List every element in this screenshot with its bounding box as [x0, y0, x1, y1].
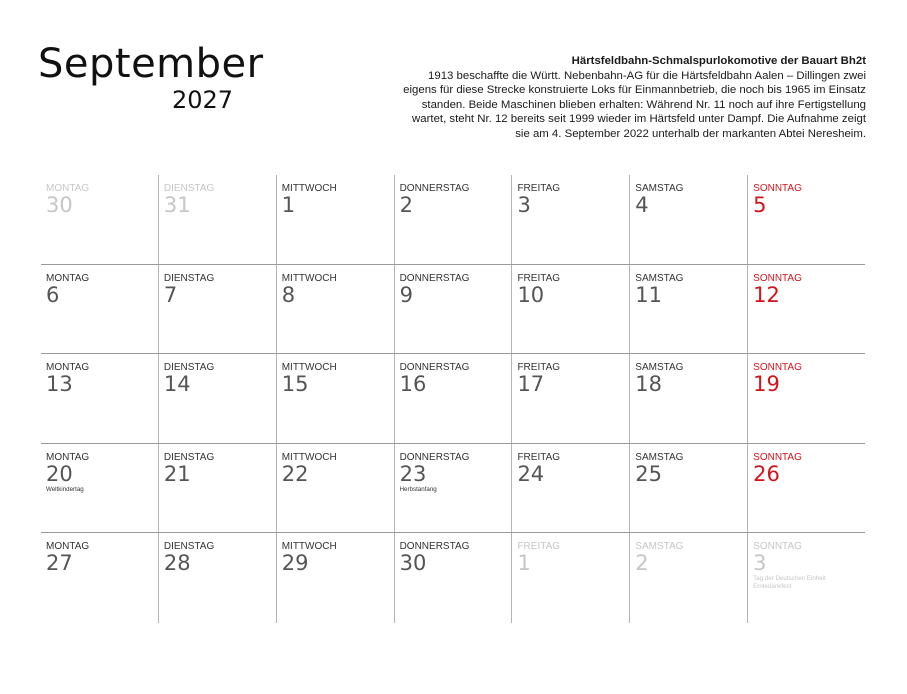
weekday-label: DIENSTAG [163, 451, 215, 463]
photo-caption [366, 54, 866, 142]
day-number: 1 [281, 193, 296, 217]
day-number: 5 [753, 193, 767, 217]
day-cell [511, 533, 629, 623]
weekday-label: MONTAG [46, 541, 90, 553]
weekday-label: FREITAG [517, 541, 561, 553]
day-number: 18 [635, 372, 663, 397]
day-number: 4 [635, 193, 649, 217]
weekday-label: MONTAG [46, 362, 90, 374]
day-number: 30 [399, 551, 427, 576]
weekday-label: SONNTAG [753, 541, 802, 553]
weekday-label: MONTAG [46, 451, 90, 463]
day-cell [511, 175, 629, 264]
calendar-week-row [41, 444, 865, 534]
day-number: 25 [635, 461, 663, 486]
caption-title: Härtsfeldbahn-Schmalspurlokomotive der Bauart Bh2t [571, 55, 866, 67]
day-number: 7 [163, 282, 178, 307]
weekday-label: MITTWOCH [281, 362, 337, 374]
day-number: 17 [517, 372, 545, 397]
weekday-label: SAMSTAG [635, 272, 684, 284]
day-cell [158, 175, 276, 264]
day-note: Tag der Deutschen Einheit [753, 575, 826, 583]
day-number: 20 [46, 461, 73, 486]
calendar-week-row [41, 175, 865, 265]
day-number: 21 [163, 461, 191, 486]
day-cell [629, 444, 747, 533]
weekday-label: SONNTAG [753, 183, 802, 194]
weekday-label: SAMSTAG [635, 451, 684, 463]
weekday-label: MITTWOCH [281, 272, 337, 284]
day-cell [41, 265, 158, 354]
weekday-label: SONNTAG [753, 362, 802, 374]
day-number: 3 [753, 551, 767, 576]
day-cell [276, 175, 394, 264]
weekday-label: SAMSTAG [635, 183, 684, 194]
day-cell [629, 354, 747, 443]
day-cell [276, 265, 394, 354]
caption-line: 1913 beschaffte die Württ. Nebenbahn-AG für die Härtsfeldbahn Aalen – Dillingen zwei [428, 69, 866, 82]
month-title: September [38, 41, 264, 87]
day-cell [276, 444, 394, 533]
day-number: 14 [163, 372, 191, 397]
calendar-grid [41, 175, 865, 623]
day-number: 9 [399, 282, 413, 307]
day-number: 12 [753, 282, 780, 307]
day-number: 27 [46, 551, 73, 576]
day-number: 2 [399, 193, 413, 217]
year-title: 2027 [172, 86, 234, 114]
day-number: 24 [517, 461, 545, 486]
day-number: 22 [281, 461, 309, 486]
calendar-week-row [41, 354, 865, 444]
day-number: 19 [753, 372, 780, 397]
weekday-label: FREITAG [517, 362, 561, 374]
weekday-label: DIENSTAG [163, 541, 215, 553]
day-cell [394, 533, 512, 623]
day-cell [41, 175, 158, 264]
day-number: 16 [399, 372, 427, 397]
day-cell [511, 444, 629, 533]
day-cell [747, 265, 865, 354]
day-number: 8 [281, 282, 296, 307]
weekday-label: SONNTAG [753, 451, 802, 463]
day-cell [41, 444, 158, 533]
weekday-label: MONTAG [46, 272, 90, 284]
day-note: Herbstanfang [399, 485, 437, 493]
day-cell [158, 444, 276, 533]
day-number: 2 [635, 551, 649, 576]
weekday-label: DIENSTAG [163, 272, 215, 284]
weekday-label: DONNERSTAG [399, 362, 470, 374]
day-cell [747, 175, 865, 264]
day-number: 30 [46, 193, 73, 217]
caption-line: wartet, steht Nr. 12 bereits seit 1999 wieder im Härtsfeld unter Dampf. Die Aufnahme zeigt [412, 113, 866, 126]
day-number: 6 [46, 282, 60, 307]
weekday-label: SAMSTAG [635, 362, 684, 374]
day-number: 28 [163, 551, 191, 576]
weekday-label: DONNERSTAG [399, 451, 470, 463]
caption-line: standen. Beide Maschinen blieben erhalten: Während Nr. 11 noch auf ihre Fertigstellung [421, 98, 866, 111]
weekday-label: MONTAG [46, 183, 90, 194]
weekday-label: DIENSTAG [163, 183, 215, 194]
day-number: 3 [517, 193, 531, 217]
weekday-label: DONNERSTAG [399, 272, 470, 284]
day-cell [394, 444, 512, 533]
day-cell [41, 354, 158, 443]
calendar-week-row [41, 533, 865, 623]
weekday-label: FREITAG [517, 183, 561, 194]
day-number: 11 [635, 282, 663, 307]
day-note: Weltkindertag [46, 485, 84, 493]
day-number: 13 [46, 372, 73, 397]
day-number: 1 [517, 551, 531, 576]
weekday-label: SAMSTAG [635, 541, 684, 553]
day-cell [394, 175, 512, 264]
day-cell [511, 354, 629, 443]
day-cell [629, 265, 747, 354]
day-number: 15 [281, 372, 309, 397]
weekday-label: MITTWOCH [281, 183, 337, 194]
day-cell [629, 175, 747, 264]
day-cell [158, 265, 276, 354]
weekday-label: DONNERSTAG [399, 183, 470, 194]
day-cell [158, 533, 276, 623]
day-cell [276, 354, 394, 443]
calendar-week-row [41, 265, 865, 355]
caption-line: eigens für diese Strecke konstruierte Loks für Einmannbetrieb, die noch bis 1965 im Einsatz [403, 84, 866, 97]
day-number: 26 [753, 461, 780, 486]
day-note: Erntedankfest [753, 583, 792, 591]
day-cell [747, 533, 865, 623]
caption-line: sie am 4. September 2022 unterhalb der markanten Abtei Neresheim. [515, 127, 866, 140]
weekday-label: MITTWOCH [281, 451, 337, 463]
day-cell [41, 533, 158, 623]
day-cell [394, 354, 512, 443]
weekday-label: DONNERSTAG [399, 541, 470, 553]
day-number: 31 [163, 193, 191, 217]
weekday-label: DIENSTAG [163, 362, 215, 374]
day-number: 23 [399, 461, 427, 486]
day-number: 10 [517, 282, 545, 307]
weekday-label: MITTWOCH [281, 541, 337, 553]
day-cell [276, 533, 394, 623]
day-cell [629, 533, 747, 623]
weekday-label: FREITAG [517, 451, 561, 463]
day-cell [747, 444, 865, 533]
day-cell [747, 354, 865, 443]
day-cell [158, 354, 276, 443]
day-number: 29 [281, 551, 309, 576]
weekday-label: FREITAG [517, 272, 561, 284]
day-cell [394, 265, 512, 354]
weekday-label: SONNTAG [753, 272, 802, 284]
day-cell [511, 265, 629, 354]
